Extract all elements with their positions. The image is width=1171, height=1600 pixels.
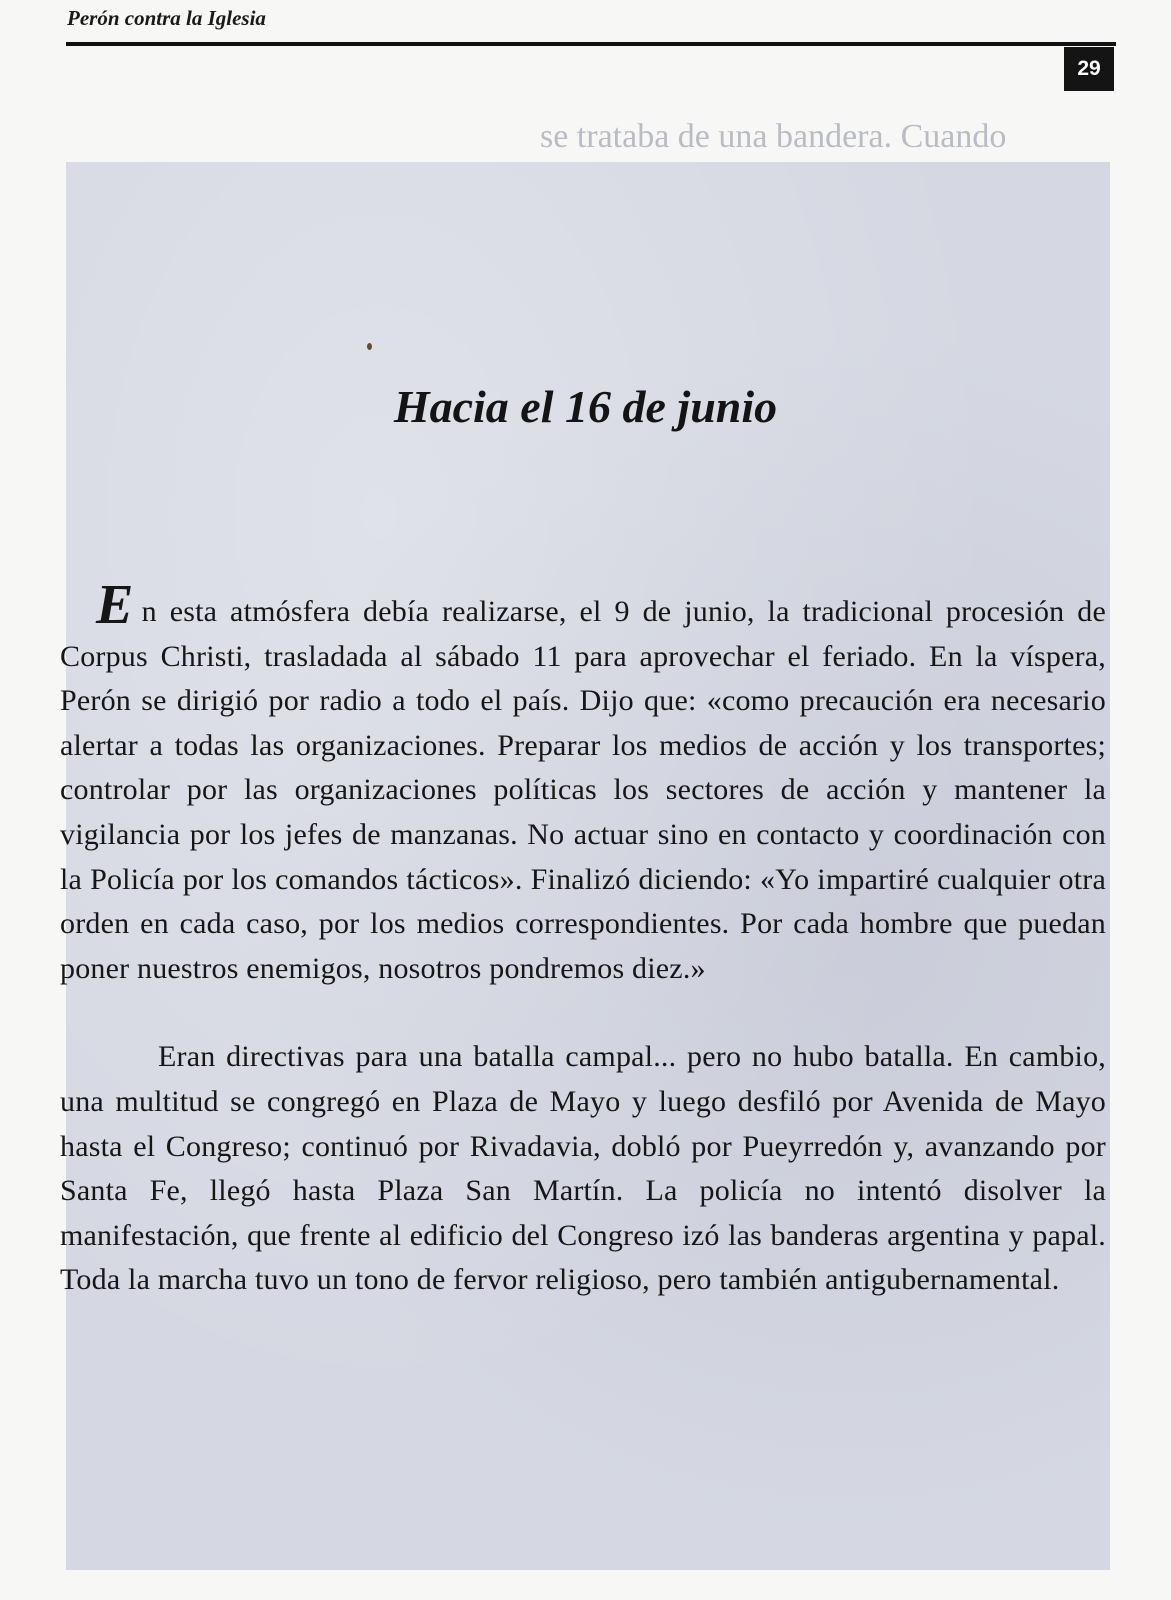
paper-speck (367, 343, 372, 350)
header-rule (66, 42, 1116, 46)
chapter-title: Hacia el 16 de junio (393, 381, 778, 432)
paragraph-1-text: n esta atmósfera debía realizarse, el 9 de junio, la tradicional procesión de Corpus Christi, trasladada al sábado 11 para aprovechar el feriado. En la víspera, Perón se dirigió por radio a todo el país. Dijo que: «como precaución era necesario alertar a todas las organizaciones. Preparar los medios de acción y los transportes; controlar por las organizaciones políticas los sectores de acción y mantener la vigilancia por los jefes de manzanas. No actuar sino en contacto y coordinación con la Policía por los comandos tácticos». Finalizó diciendo: «Yo impartiré cualquier otra orden en cada caso, por los medios correspondientes. Por cada hombre que puedan poner nuestros enemigos, nosotros pondremos diez.» (60, 595, 1106, 985)
drop-cap: E (96, 574, 134, 636)
body-text (60, 574, 1106, 1303)
paragraph-1 (60, 574, 1106, 991)
page-number: 29 (1064, 47, 1114, 91)
paragraph-2: Eran directivas para una batalla campal... pero no hubo batalla. En cambio, una multitud se congregó en Plaza de Mayo y luego desfiló por Avenida de Mayo hasta el Congreso; continuó por Rivadavia, dobló por Pueyrredón y, avanzando por Santa Fe, llegó hasta Plaza San Martín. La policía no intentó disolver la manifestación, que frente al edificio del Congreso izó las banderas argentina y papal. Toda la marcha tuvo un tono de fervor religioso, pero también antigubernamental. (60, 1040, 1106, 1297)
bleed-through-text: se trataba de una bandera. Cuando (540, 118, 1007, 155)
running-head: Perón contra la Iglesia (67, 6, 266, 30)
